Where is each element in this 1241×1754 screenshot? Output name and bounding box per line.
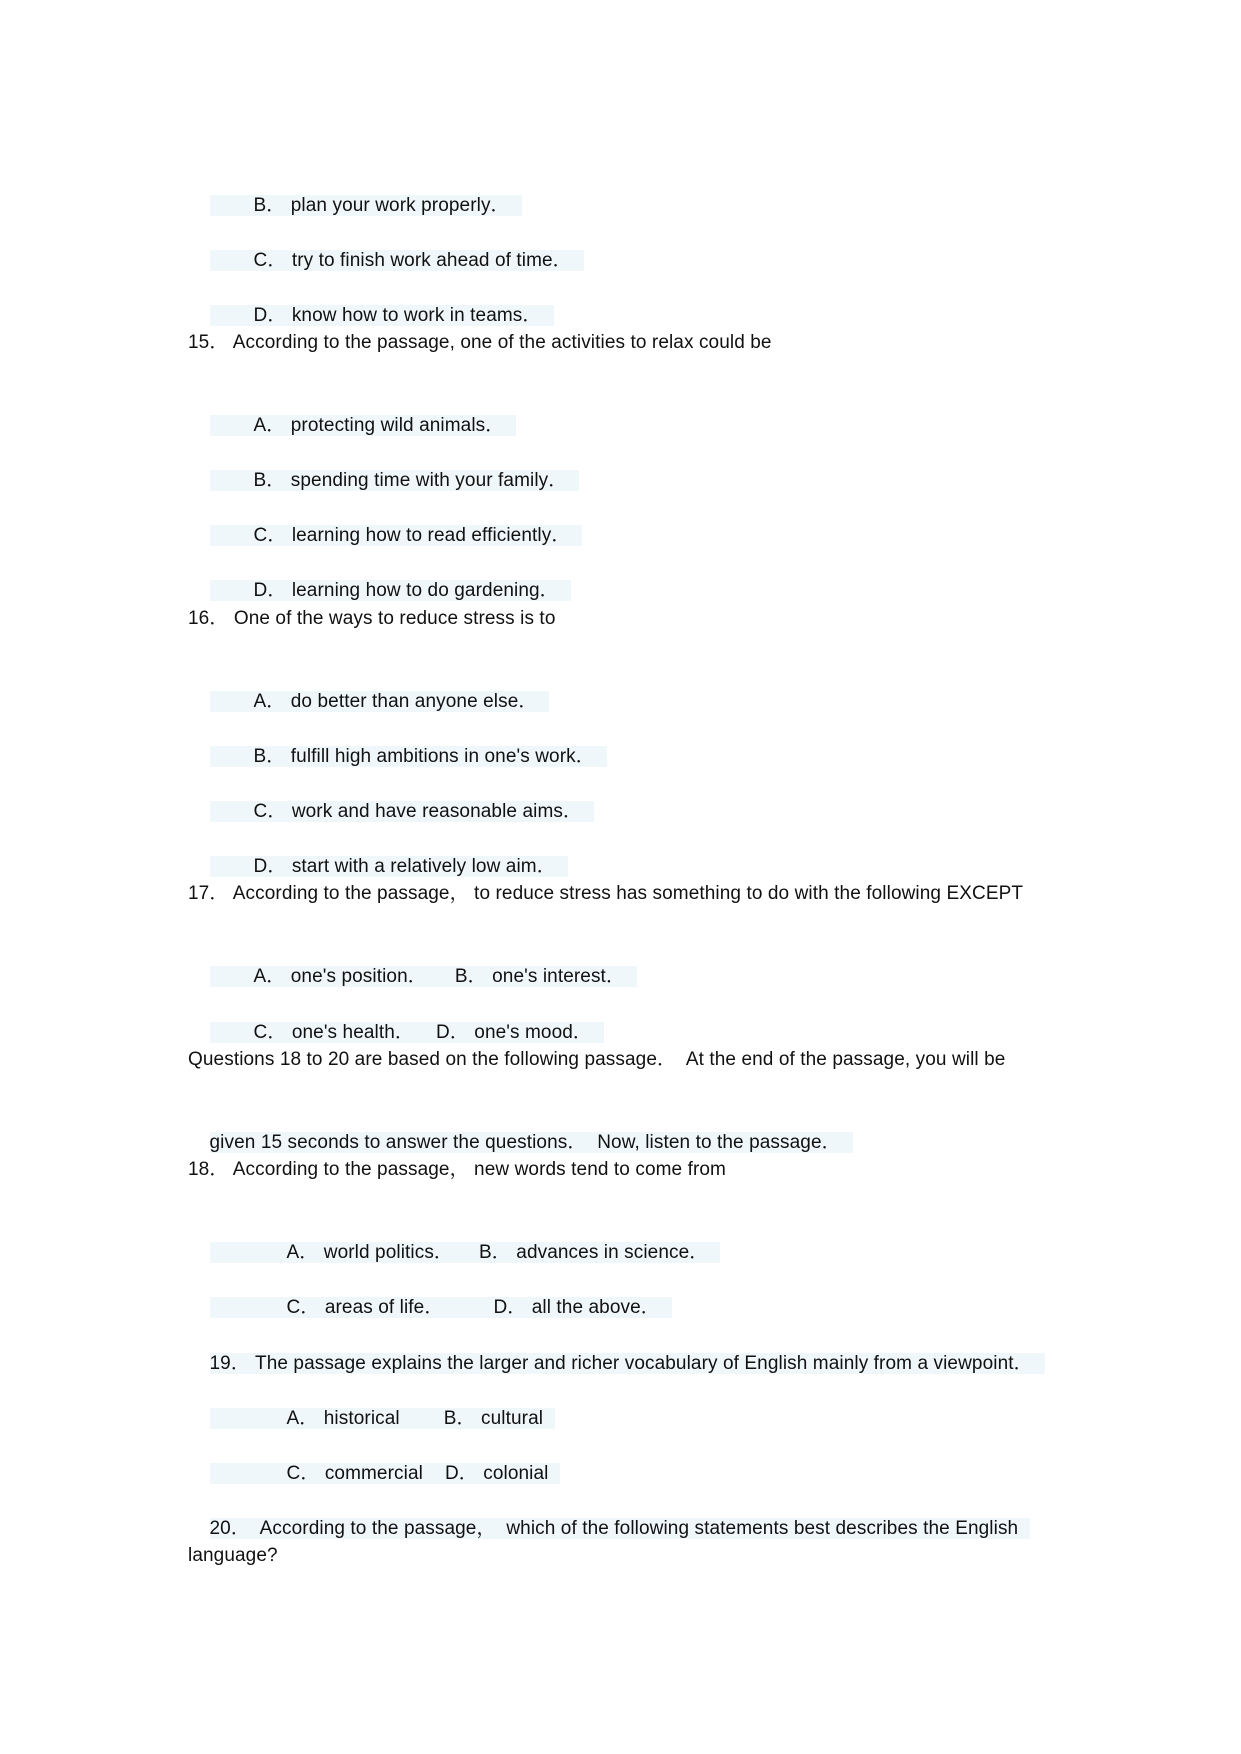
- q16-option-a: A． do better than anyone else．: [188, 660, 549, 688]
- q15-stem: 15． According to the passage, one of the activities to relax could be: [188, 332, 772, 353]
- q18-option-b: B． advances in science．: [479, 1242, 709, 1263]
- q17-options-cd: [188, 991, 604, 1043]
- q16-option-c: C． work and have reasonable aims．: [188, 770, 594, 798]
- q18-options-ab: [188, 1211, 720, 1263]
- q18-option-a: A． world politics．: [286, 1242, 454, 1263]
- q15-option-c: C． learning how to read efficiently．: [188, 494, 582, 522]
- q19-options-cd: [188, 1432, 560, 1484]
- q17-option-b: B． one's interest．: [454, 966, 626, 987]
- q16-option-d: D． start with a relatively low aim．: [188, 825, 568, 853]
- q17-option-c: C． one's health．: [253, 1022, 414, 1043]
- q17-option-d: D． one's mood．: [436, 1022, 593, 1043]
- q18-options-cd: [188, 1266, 672, 1318]
- q18-stem: 18． According to the passage， new words tend to come from: [188, 1159, 726, 1180]
- q17-option-a: A． one's position．: [253, 966, 427, 987]
- q19-option-b: B． cultural: [443, 1408, 544, 1429]
- q20-stem-line-1: 20． According to the passage， which of the following statements best describes the English: [188, 1487, 1030, 1515]
- q20-stem-line-2: language?: [188, 1545, 278, 1566]
- q14-option-b: B． plan your work properly．: [188, 164, 522, 192]
- q19-option-d: D． colonial: [444, 1463, 549, 1484]
- q18-option-d: D． all the above．: [493, 1297, 660, 1318]
- instructions-line-2: given 15 seconds to answer the questions． Now, listen to the passage．: [188, 1101, 853, 1129]
- q15-option-a: A． protecting wild animals．: [188, 384, 516, 412]
- q15-option-b: B． spending time with your family．: [188, 439, 579, 467]
- q14-option-c: C． try to finish work ahead of time．: [188, 219, 584, 247]
- q18-option-c: C． areas of life．: [286, 1297, 444, 1318]
- q19-option-a: A． historical: [286, 1408, 400, 1429]
- q17-stem: 17． According to the passage， to reduce stress has something to do with the following EXCEPT: [188, 883, 1024, 904]
- q14-option-d: D． know how to work in teams．: [188, 274, 554, 302]
- q19-option-c: C． commercial: [286, 1463, 423, 1484]
- q16-option-b: B． fulfill high ambitions in one's work．: [188, 715, 607, 743]
- q16-stem: 16． One of the ways to reduce stress is to: [188, 608, 556, 629]
- q19-options-ab: [188, 1377, 555, 1429]
- q19-stem: 19． The passage explains the larger and richer vocabulary of English mainly from a viewpoint．: [188, 1322, 1045, 1350]
- q15-option-d: D． learning how to do gardening．: [188, 549, 571, 577]
- instructions-line-1: Questions 18 to 20 are based on the following passage． At the end of the passage, you will be: [188, 1049, 1006, 1070]
- q17-options-ab: [188, 935, 637, 987]
